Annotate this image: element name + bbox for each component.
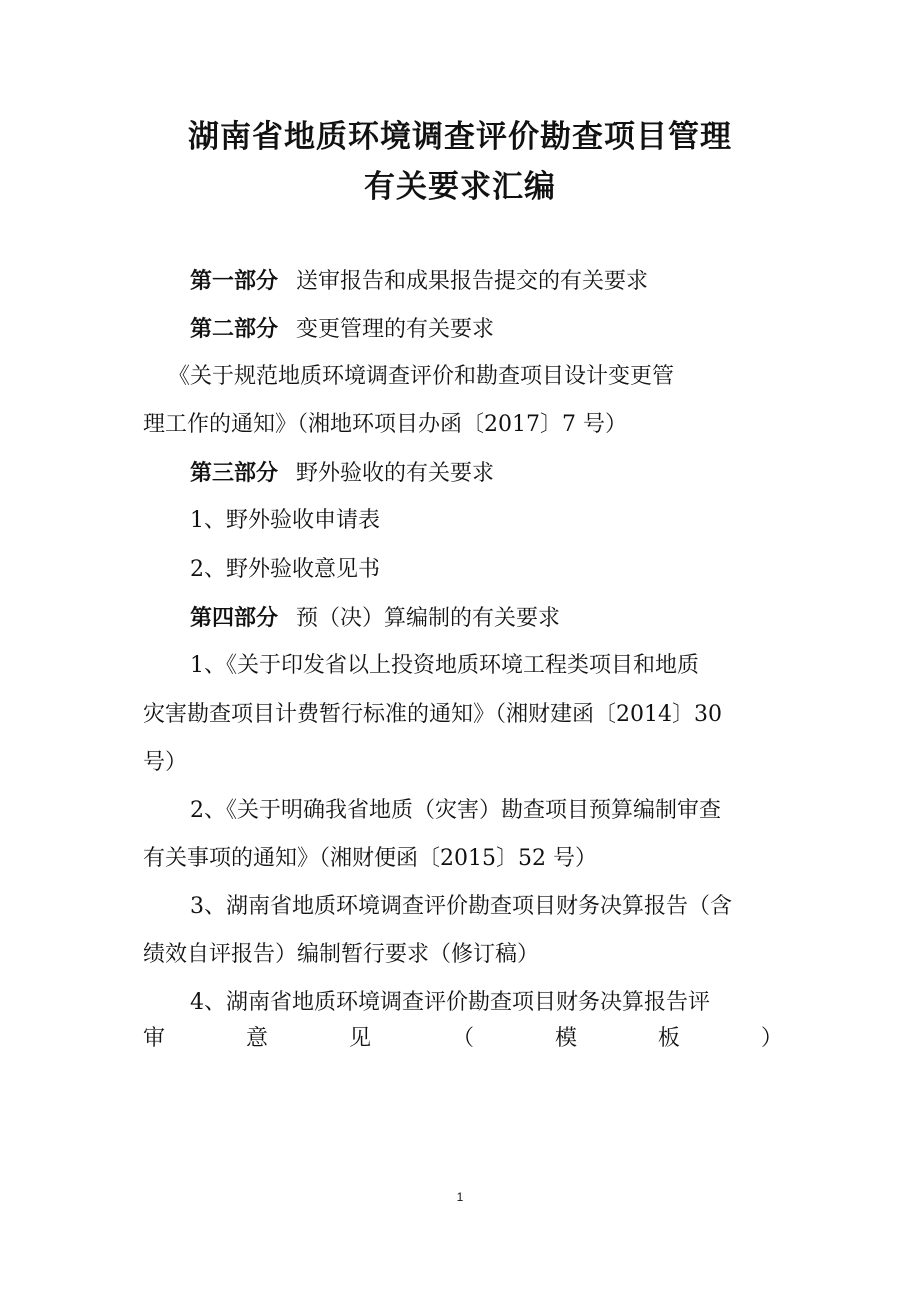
part2-doc-line1: 《关于规范地质环境调查评价和勘查项目设计变更管: [168, 364, 675, 389]
justified-char: ）: [760, 1026, 783, 1051]
justified-char: （: [451, 1026, 474, 1051]
list-item: 1、野外验收申请表: [190, 508, 380, 533]
part2-heading: [190, 314, 830, 345]
part3-heading: [190, 458, 830, 489]
part4-text: 预（决）算编制的有关要求: [296, 606, 561, 631]
part3-label: 第三部分: [190, 460, 279, 486]
part4-item2-line2: 有关事项的通知》（湘财便函〔2015〕52 号）: [143, 846, 597, 871]
part3-text: 野外验收的有关要求: [296, 461, 495, 486]
justified-char: 审: [143, 1026, 166, 1051]
part4-item4-line1: 4、湖南省地质环境调查评价勘查项目财务决算报告评: [190, 990, 710, 1015]
justified-char: 板: [657, 1026, 680, 1051]
part2-doc-line2: 理工作的通知》（湘地环项目办函〔2017〕7 号）: [143, 412, 627, 437]
part2-text: 变更管理的有关要求: [296, 317, 495, 342]
part1-heading: [190, 266, 830, 297]
part4-item4-line2: [143, 1024, 783, 1054]
part4-item1-line1: 1、《关于印发省以上投资地质环境工程类项目和地质: [190, 653, 699, 678]
page-number: 1: [456, 1190, 464, 1204]
part1-label: 第一部分: [190, 268, 279, 294]
part4-item1-line2: 灾害勘查项目计费暂行标准的通知》（湘财建函〔2014〕30: [143, 702, 722, 727]
part1-text: 送审报告和成果报告提交的有关要求: [296, 269, 649, 294]
part4-item3-line1: 3、湖南省地质环境调查评价勘查项目财务决算报告（含: [190, 894, 732, 919]
part4-heading: [190, 603, 830, 634]
part4-item2-line1: 2、《关于明确我省地质（灾害）勘查项目预算编制审查: [190, 798, 721, 823]
list-item: 2、野外验收意见书: [190, 557, 380, 582]
doc-title-line1: 湖南省地质环境调查评价勘查项目管理: [188, 119, 732, 155]
part2-label: 第二部分: [190, 316, 279, 342]
justified-char: 见: [348, 1026, 371, 1051]
part4-item3-line2: 绩效自评报告）编制暂行要求（修订稿）: [143, 942, 540, 967]
justified-char: 模: [554, 1026, 577, 1051]
justified-char: 意: [245, 1026, 268, 1051]
part4-item1-line3: 号）: [143, 750, 188, 775]
part4-label: 第四部分: [190, 605, 279, 631]
doc-title-line2: 有关要求汇编: [364, 169, 556, 205]
